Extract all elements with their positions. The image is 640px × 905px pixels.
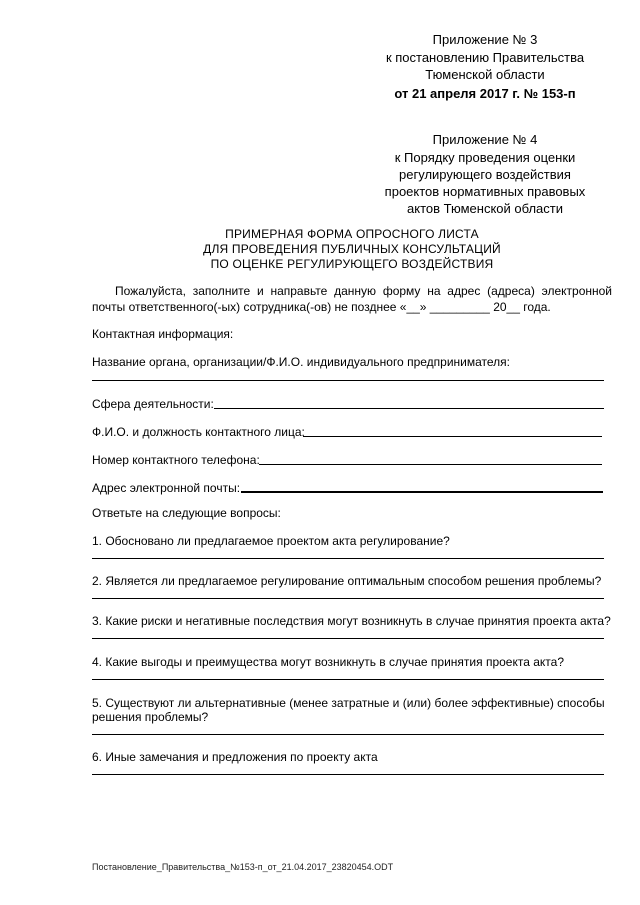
contact-person-label: Ф.И.О. и должность контактного лица: bbox=[92, 425, 305, 439]
question-1: 1. Обосновано ли предлагаемое проектом акта регулирование? bbox=[92, 534, 450, 548]
phone-label: Номер контактного телефона: bbox=[92, 453, 260, 467]
answer-1-field[interactable] bbox=[92, 558, 604, 559]
appendix4-line2: к Порядку проведения оценки bbox=[394, 150, 576, 165]
appendix4-line5: актов Тюменской области bbox=[407, 201, 563, 216]
answer-2-field[interactable] bbox=[92, 598, 604, 599]
intro-line2: почты ответственного(-ых) сотрудника(-ов) не позднее «__» _________ 20__ года. bbox=[92, 300, 551, 314]
appendix3-date-number: от 21 апреля 2017 г. № 153-п bbox=[394, 86, 576, 101]
appendix4-line3: регулирующего воздействия bbox=[399, 167, 571, 182]
sphere-label: Сфера деятельности: bbox=[92, 397, 214, 411]
answer-6-field[interactable] bbox=[92, 774, 604, 775]
form-title-line2: ДЛЯ ПРОВЕДЕНИЯ ПУБЛИЧНЫХ КОНСУЛЬТАЦИЙ bbox=[203, 242, 501, 256]
appendix4-line1: Приложение № 4 bbox=[432, 132, 538, 147]
answer-5-field[interactable] bbox=[92, 734, 604, 735]
org-name-label: Название органа, организации/Ф.И.О. индивидуального предпринимателя: bbox=[92, 355, 510, 369]
phone-field[interactable] bbox=[259, 464, 602, 465]
appendix3-line2: к постановлению Правительства bbox=[385, 50, 585, 65]
questions-heading: Ответьте на следующие вопросы: bbox=[92, 506, 281, 520]
question-4: 4. Какие выгоды и преимущества могут возникнуть в случае принятия проекта акта? bbox=[92, 655, 564, 669]
appendix3-line1: Приложение № 3 bbox=[432, 32, 538, 47]
org-name-field[interactable] bbox=[92, 380, 604, 381]
appendix3-line3: Тюменской области bbox=[425, 67, 545, 82]
contact-person-field[interactable] bbox=[303, 436, 602, 437]
question-3: 3. Какие риски и негативные последствия могут возникнуть в случае принятия проекта акта? bbox=[92, 614, 611, 628]
answer-3-field[interactable] bbox=[92, 638, 604, 639]
question-5-line1: 5. Существуют ли альтернативные (менее затратные и (или) более эффективные) способы bbox=[92, 696, 605, 710]
answer-4-field[interactable] bbox=[92, 679, 604, 680]
sphere-field[interactable] bbox=[214, 408, 604, 409]
email-label: Адрес электронной почты: bbox=[92, 481, 241, 495]
email-field[interactable] bbox=[241, 491, 603, 493]
question-2: 2. Является ли предлагаемое регулирование оптимальным способом решения проблемы? bbox=[92, 574, 602, 588]
question-5-line2: решения проблемы? bbox=[92, 710, 209, 724]
intro-line1: Пожалуйста, заполните и направьте данную форму на адрес (адреса) электронной bbox=[115, 284, 612, 298]
contact-heading: Контактная информация: bbox=[92, 327, 234, 341]
form-title-line1: ПРИМЕРНАЯ ФОРМА ОПРОСНОГО ЛИСТА bbox=[225, 227, 479, 241]
document-footer-filename: Постановление_Правительства_№153-п_от_21.04.2017_23820454.ODT bbox=[92, 862, 394, 872]
appendix4-line4: проектов нормативных правовых bbox=[384, 184, 586, 199]
question-6: 6. Иные замечания и предложения по проекту акта bbox=[92, 750, 378, 764]
form-title-line3: ПО ОЦЕНКЕ РЕГУЛИРУЮЩЕГО ВОЗДЕЙСТВИЯ bbox=[210, 257, 494, 271]
